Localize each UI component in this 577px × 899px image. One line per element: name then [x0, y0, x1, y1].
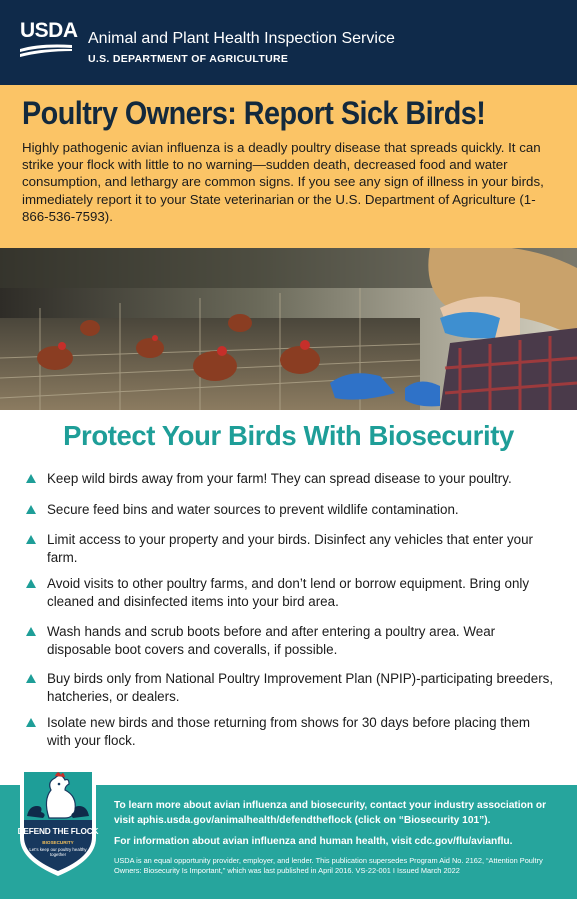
triangle-bullet-icon — [26, 505, 36, 514]
tip-text: Keep wild birds away from your farm! They can spread disease to your poultry. — [47, 471, 512, 486]
shield-icon — [17, 760, 99, 880]
agency-header — [0, 0, 577, 85]
tip-text: Limit access to your property and your birds. Disinfect any vehicles that enter your farm. — [47, 532, 534, 565]
farm-photo — [0, 248, 577, 410]
tip-text: Wash hands and scrub boots before and after entering a poultry area. Wear disposable boot covers and coveralls, if possible. — [47, 624, 496, 657]
usda-logo-swoosh-icon — [20, 43, 72, 57]
defend-the-flock-badge — [17, 760, 99, 880]
badge-title: DEFEND THE FLOCK — [17, 826, 99, 836]
tip-text: Secure feed bins and water sources to prevent wildlife contamination. — [47, 502, 459, 517]
alert-banner — [0, 85, 577, 248]
usda-logo — [20, 19, 78, 68]
triangle-bullet-icon — [26, 579, 36, 588]
agency-name: Animal and Plant Health Inspection Service — [88, 30, 395, 47]
triangle-bullet-icon — [26, 474, 36, 483]
tip-text: Isolate new birds and those returning from shows for 30 days before placing them with your flock. — [47, 715, 531, 748]
section-title: Protect Your Birds With Biosecurity — [63, 420, 514, 451]
triangle-bullet-icon — [26, 674, 36, 683]
fine-print: USDA is an equal opportunity provider, employer, and lender. This publication supersedes Program Aid No. 2162, “Attention Poultry Owners: Biosecurity Is Important,” which was last published in April 2016. VS-22-001 I Issued March 2022 — [114, 856, 543, 875]
usda-logo-text: USDA — [20, 19, 78, 42]
tip-text: Buy birds only from National Poultry Improvement Plan (NPIP)-participating breeders, hatcheries, or dealers. — [47, 671, 554, 704]
department-name: U.S. DEPARTMENT OF AGRICULTURE — [88, 53, 289, 65]
badge-subtitle: BIOSECURITY — [42, 840, 74, 845]
human-health-text: For information about avian influenza and human health, visit cdc.gov/flu/avianflu. — [114, 836, 513, 847]
triangle-bullet-icon — [26, 627, 36, 636]
triangle-bullet-icon — [26, 718, 36, 727]
badge-tagline: Let's keep our poultry healthy together — [29, 847, 87, 858]
learn-more-text: To learn more about avian influenza and biosecurity, contact your industry association or visit aphis.usda.gov/animalhealth/defendtheflock (click on “Biosecurity 101”). — [114, 800, 547, 826]
triangle-bullet-icon — [26, 535, 36, 544]
alert-body: Highly pathogenic avian influenza is a deadly poultry disease that spreads quickly. It can strike your flock with little to no warning—sudden death, decreased food and water consumption, and lethargy are common signs. If you see any sign of illness in your birds, immediately report it to your State veterinarian or the U.S. Department of Agriculture (1-866-536-7593). — [22, 140, 544, 224]
page-title: Poultry Owners: Report Sick Birds! — [22, 95, 486, 131]
tip-text: Avoid visits to other poultry farms, and don’t lend or borrow equipment. Bring only cleaned and disinfected items into your bird area. — [47, 576, 530, 609]
